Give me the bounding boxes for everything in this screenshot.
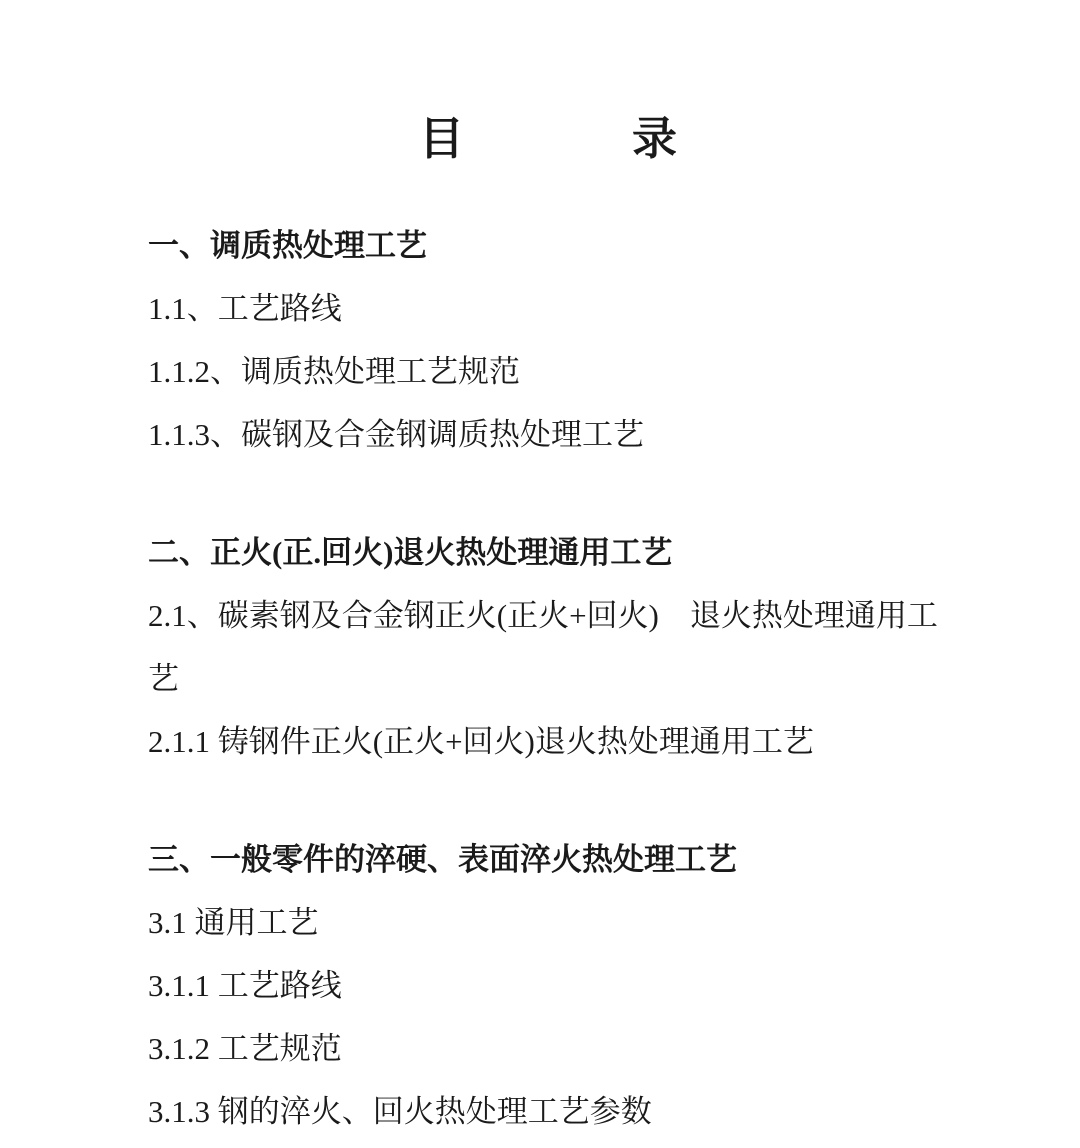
toc-item-1-1-3: 1.1.3、碳钢及合金钢调质热处理工艺 [148,417,644,452]
toc-item-3-1-1: 3.1.1 工艺路线 [148,968,342,1003]
toc-item-2-1-1: 2.1.1 铸钢件正火(正火+回火)退火热处理通用工艺 [148,724,814,759]
toc-section-2 [148,521,948,773]
toc-item-3-1-2: 3.1.2 工艺规范 [148,1031,342,1066]
toc-section-1 [148,214,948,466]
toc-item-1-1-2: 1.1.2、调质热处理工艺规范 [148,354,520,389]
table-of-contents [148,214,948,1143]
toc-item-2-1: 2.1、碳素钢及合金钢正火(正火+回火) 退火热处理通用工艺 [148,598,938,696]
toc-section-1-heading: 一、调质热处理工艺 [148,228,427,263]
toc-section-3 [148,828,948,1143]
page-title-char-right: 录 [632,114,678,164]
toc-item-1-1: 1.1、工艺路线 [148,291,342,326]
page-title [148,108,948,170]
page-title-char-left: 目 [418,114,464,164]
toc-section-3-heading: 三、一般零件的淬硬、表面淬火热处理工艺 [148,842,737,877]
toc-section-2-heading: 二、正火(正.回火)退火热处理通用工艺 [148,535,673,570]
toc-item-3-1-3: 3.1.3 钢的淬火、回火热处理工艺参数 [148,1094,652,1129]
toc-item-3-1: 3.1 通用工艺 [148,905,319,940]
